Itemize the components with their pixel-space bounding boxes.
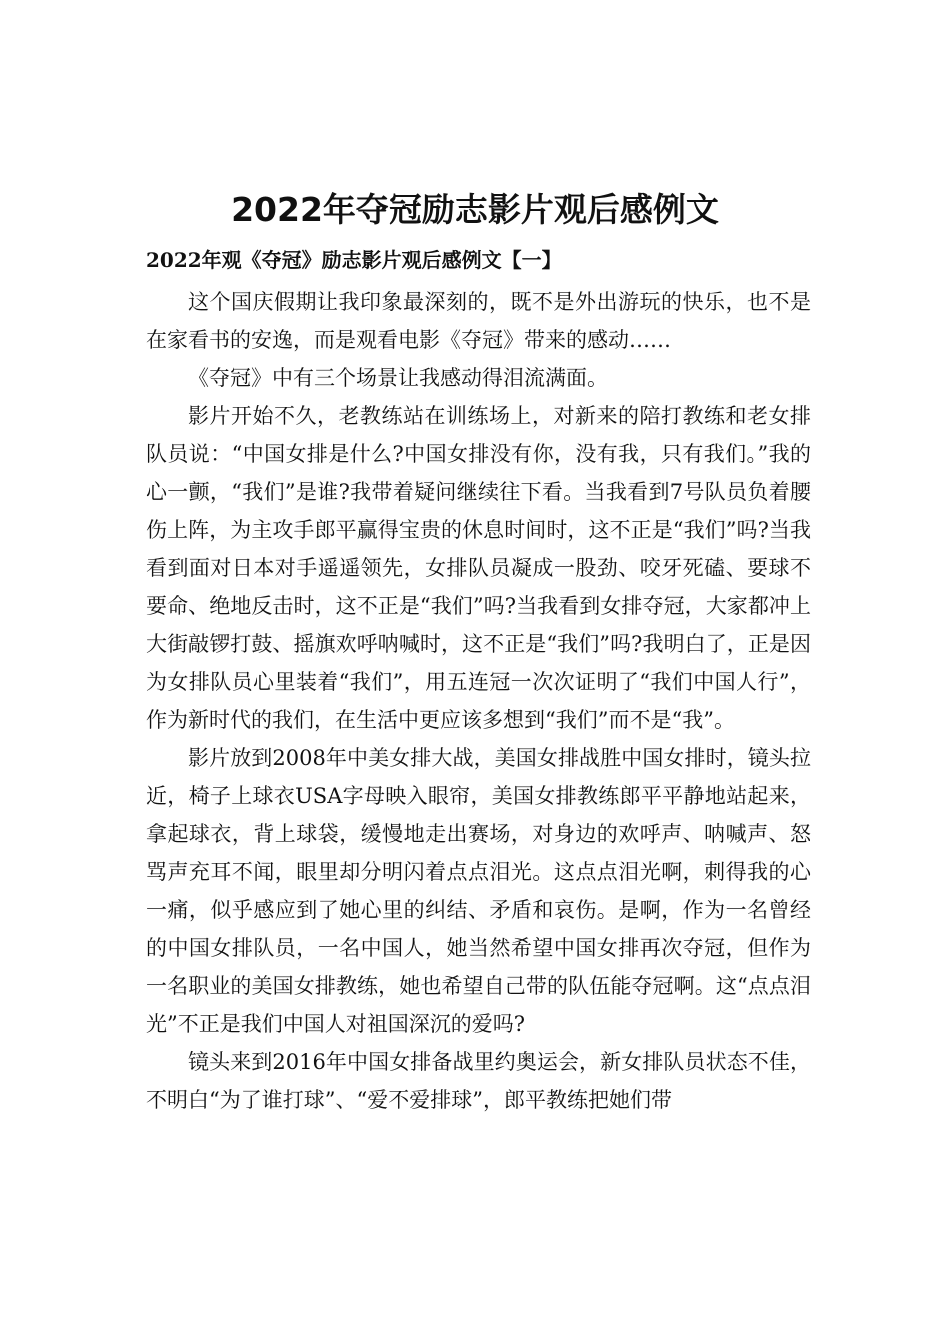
body-paragraph: 影片放到2008年中美女排大战，美国女排战胜中国女排时，镜头拉近，椅子上球衣USA字母映入眼帘，美国女排教练郎平平静地站起来，拿起球衣，背上球袋，缓慢地走出赛场，对身边的欢呼声、呐喊声、怒骂声充耳不闻，眼里却分明闪着点点泪光。这点点泪光啊，刺得我的心一痛，似乎感应到了她心里的纠结、矛盾和哀伤。是啊，作为一名曾经的中国女排队员，一名中国人，她当然希望中国女排再次夺冠，但作为一名职业的美国女排教练，她也希望自己带的队伍能夺冠啊。这“点点泪光”不正是我们中国人对祖国深沉的爱吗? bbox=[146, 746, 811, 1036]
document-title: 2022年夺冠励志影片观后感例文 bbox=[231, 190, 719, 229]
section-heading: 2022年观《夺冠》励志影片观后感例文【一】 bbox=[146, 248, 562, 272]
document-body bbox=[146, 283, 811, 1119]
body-paragraph: 影片开始不久，老教练站在训练场上，对新来的陪打教练和老女排队员说：“中国女排是什么?中国女排没有你，没有我，只有我们。”我的心一颤，“我们”是谁?我带着疑问继续往下看。当我看到7号队员负着腰伤上阵，为主攻手郎平赢得宝贵的休息时间时，这不正是“我们”吗?当我看到面对日本对手遥遥领先，女排队员凝成一股劲、咬牙死磕、要球不要命、绝地反击时，这不正是“我们”吗?当我看到女排夺冠，大家都冲上大街敲锣打鼓、摇旗欢呼呐喊时，这不正是“我们”吗?我明白了，正是因为女排队员心里装着“我们”，用五连冠一次次证明了“我们中国人行”，作为新时代的我们，在生活中更应该多想到“我们”而不是“我”。 bbox=[146, 404, 811, 732]
body-paragraph: 镜头来到2016年中国女排备战里约奥运会，新女排队员状态不佳，不明白“为了谁打球”、“爱不爱排球”，郎平教练把她们带 bbox=[146, 1050, 811, 1112]
body-paragraph: 《夺冠》中有三个场景让我感动得泪流满面。 bbox=[188, 366, 608, 390]
body-paragraph: 这个国庆假期让我印象最深刻的，既不是外出游玩的快乐，也不是在家看书的安逸，而是观看电影《夺冠》带来的感动…… bbox=[146, 290, 811, 352]
